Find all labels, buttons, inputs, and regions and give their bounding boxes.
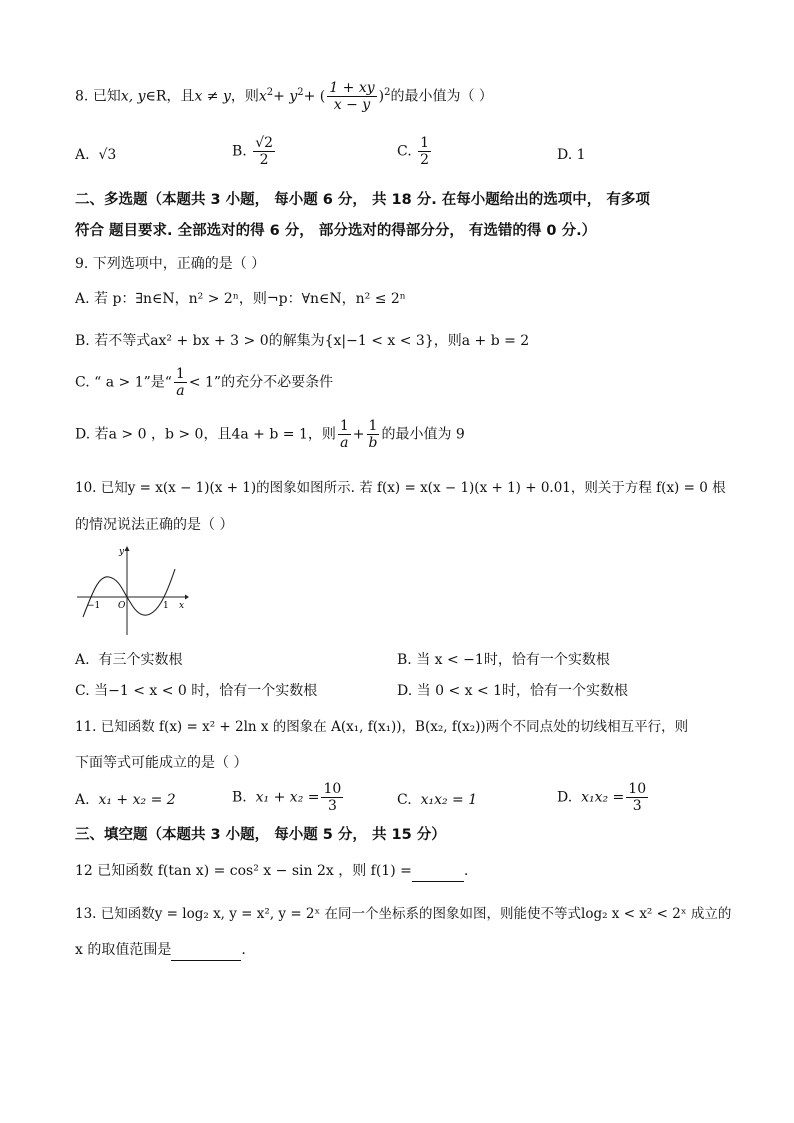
q9-stem: 9. 下列选项中，正确的是（ ）	[75, 256, 266, 272]
q8-option-c: C. $\frac{1}{2}$	[397, 135, 430, 168]
graph-label-y: y	[119, 547, 125, 557]
section-2-heading-cont: 符合 题目要求. 全部选对的得 6 分， 部分选对的得部分分， 有选错的得 0 分.）	[75, 223, 597, 239]
q8-option-b: B. $\frac{√2}{2}$	[232, 135, 274, 168]
graph-label-origin: O	[118, 601, 126, 611]
q8-stem: 8. 已知x, y∈R，且x ≠ y，则$x^2+ y^2+$ ( $\frac{1 + xy}{x - y}$ )$^2$的最小值为（ ）	[75, 80, 493, 113]
q9-option-b: B. 若不等式ax² + bx + 3 > 0的解集为{x|−1 < x < 3}，则a + b = 2	[75, 333, 530, 349]
q10-option-c: C. 当−1 < x < 0 时，恰有一个实数根	[75, 683, 318, 699]
q8-option-d: D. 1	[557, 147, 586, 163]
q13-stem-line1: 13. 已知函数y = log₂ x, y = x², y = 2ˣ 在同一个坐标系的图象如图，则能使不等式log₂ x < x² < 2ˣ 成立的	[75, 906, 732, 922]
q8-option-a: A. √3	[75, 147, 117, 163]
graph-label-neg1: −1	[87, 601, 101, 611]
q9-option-c: C. “ a > 1”是“ $\frac{1}{a}$ < 1”的充分不必要条件	[75, 366, 334, 399]
graph-y-arrow	[125, 546, 130, 551]
q13-answer-blank[interactable]	[171, 940, 241, 961]
q11-option-a: A. x₁ + x₂ = 2	[75, 792, 176, 808]
q13-stem-line2: x 的取值范围是 .	[75, 940, 246, 961]
q11-option-b: B. x₁ + x₂ = $\frac{10}{3}$	[232, 781, 342, 814]
graph-x-arrow	[185, 595, 189, 600]
q11-stem-line2: 下面等式可能成立的是（ ）	[75, 755, 248, 771]
q11-stem-line1: 11. 已知函数 f(x) = x² + 2ln x 的图象在 A(x₁, f(x₁))，B(x₂, f(x₂))两个不同点处的切线相互平行，则	[75, 719, 689, 735]
q10-option-a: A. 有三个实数根	[75, 652, 183, 668]
q11-option-d: D. x₁x₂ = $\frac{10}{3}$	[557, 781, 647, 814]
q10-stem-line2: 的情况说法正确的是（ ）	[75, 517, 234, 533]
q10-option-d: D. 当 0 < x < 1时，恰有一个实数根	[397, 683, 629, 699]
q9-option-d: D. 若a > 0 ，b > 0，且4a + b = 1，则 $\frac{1}{a}$ + $\frac{1}{b}$ 的最小值为 9	[75, 418, 465, 451]
q10-cubic-graph	[75, 545, 190, 637]
section-3-heading: 三、填空题（本题共 3 小题， 每小题 5 分， 共 15 分）	[75, 827, 446, 843]
section-2-heading: 二、多选题（本题共 3 小题， 每小题 6 分， 共 18 分. 在每小题给出的选项中， 有多项	[75, 192, 650, 208]
q12-stem: 12 已知函数 f(tan x) = cos² x − sin 2x ，则 f(1) = .	[75, 861, 468, 882]
graph-label-x: x	[179, 601, 185, 611]
q10-option-b: B. 当 x < −1时，恰有一个实数根	[397, 652, 610, 668]
q11-option-c: C. x₁x₂ = 1	[397, 792, 478, 808]
q12-answer-blank[interactable]	[412, 861, 464, 882]
q10-stem-line1: 10. 已知y = x(x − 1)(x + 1)的图象如图所示. 若 f(x) = x(x − 1)(x + 1) + 0.01，则关于方程 f(x) = 0 根	[75, 480, 726, 496]
graph-label-1: 1	[163, 601, 169, 611]
q9-option-a: A. 若 p：∃n∈N，n² > 2ⁿ，则¬p：∀n∈N，n² ≤ 2ⁿ	[75, 291, 406, 307]
q8-fraction: $\frac{1 + xy}{x - y}$	[329, 80, 375, 113]
